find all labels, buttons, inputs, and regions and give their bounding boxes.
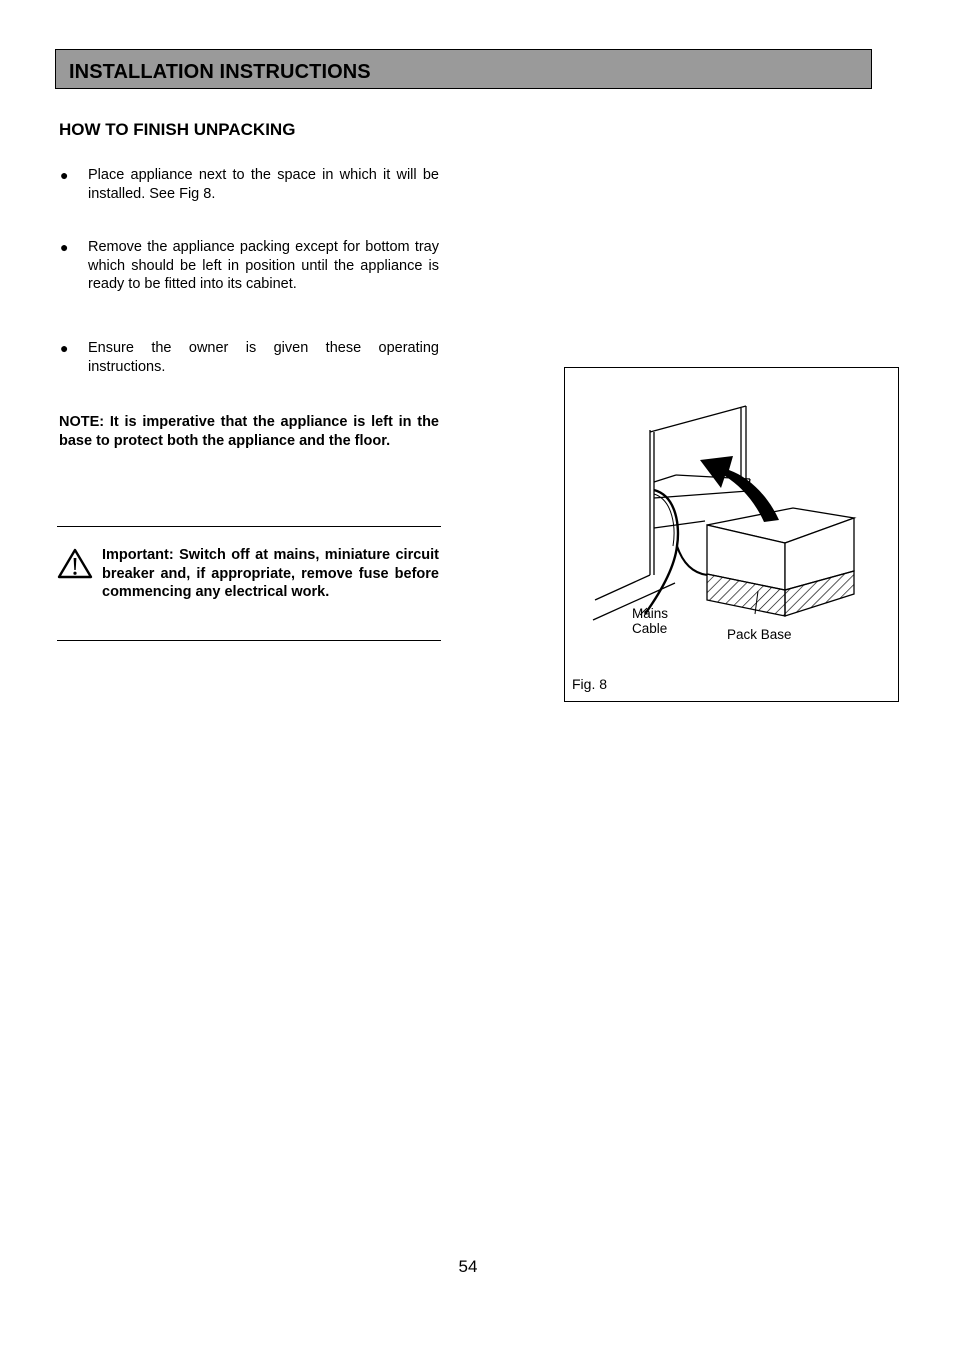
figure-8 xyxy=(564,367,899,702)
divider xyxy=(57,640,441,641)
note-text: NOTE: It is imperative that the appliance is left in the base to protect both the appliance and the floor. xyxy=(59,414,439,449)
list-item-text: Remove the appliance packing except for bottom tray which should be left in position until the appliance is ready to be fitted into its cabinet. xyxy=(88,239,439,292)
unpacking-illustration xyxy=(565,368,898,701)
page-title: INSTALLATION INSTRUCTIONS xyxy=(69,61,371,83)
figure-caption: Fig. 8 xyxy=(572,676,608,692)
mains-cable-label-line1: Mains xyxy=(632,606,669,621)
list-item-text: Place appliance next to the space in which it will be installed. See Fig 8. xyxy=(88,167,439,202)
list-item-text: Ensure the owner is given these operating instructions. xyxy=(88,340,439,375)
page-number: 54 xyxy=(458,1257,478,1276)
bullet-icon: ● xyxy=(60,167,69,183)
warning-triangle-icon xyxy=(57,548,93,580)
bullet-icon: ● xyxy=(60,340,69,356)
pack-base-label: Pack Base xyxy=(727,627,792,642)
section-title: HOW TO FINISH UNPACKING xyxy=(59,120,296,139)
bullet-icon: ● xyxy=(60,239,69,255)
mains-cable-label-line2: Cable xyxy=(632,621,668,636)
important-warning-text: Important: Switch off at mains, miniature circuit breaker and, if appropriate, remove fuse before commencing any electrical work. xyxy=(102,547,439,600)
header-bar xyxy=(55,49,872,89)
divider xyxy=(57,526,441,527)
